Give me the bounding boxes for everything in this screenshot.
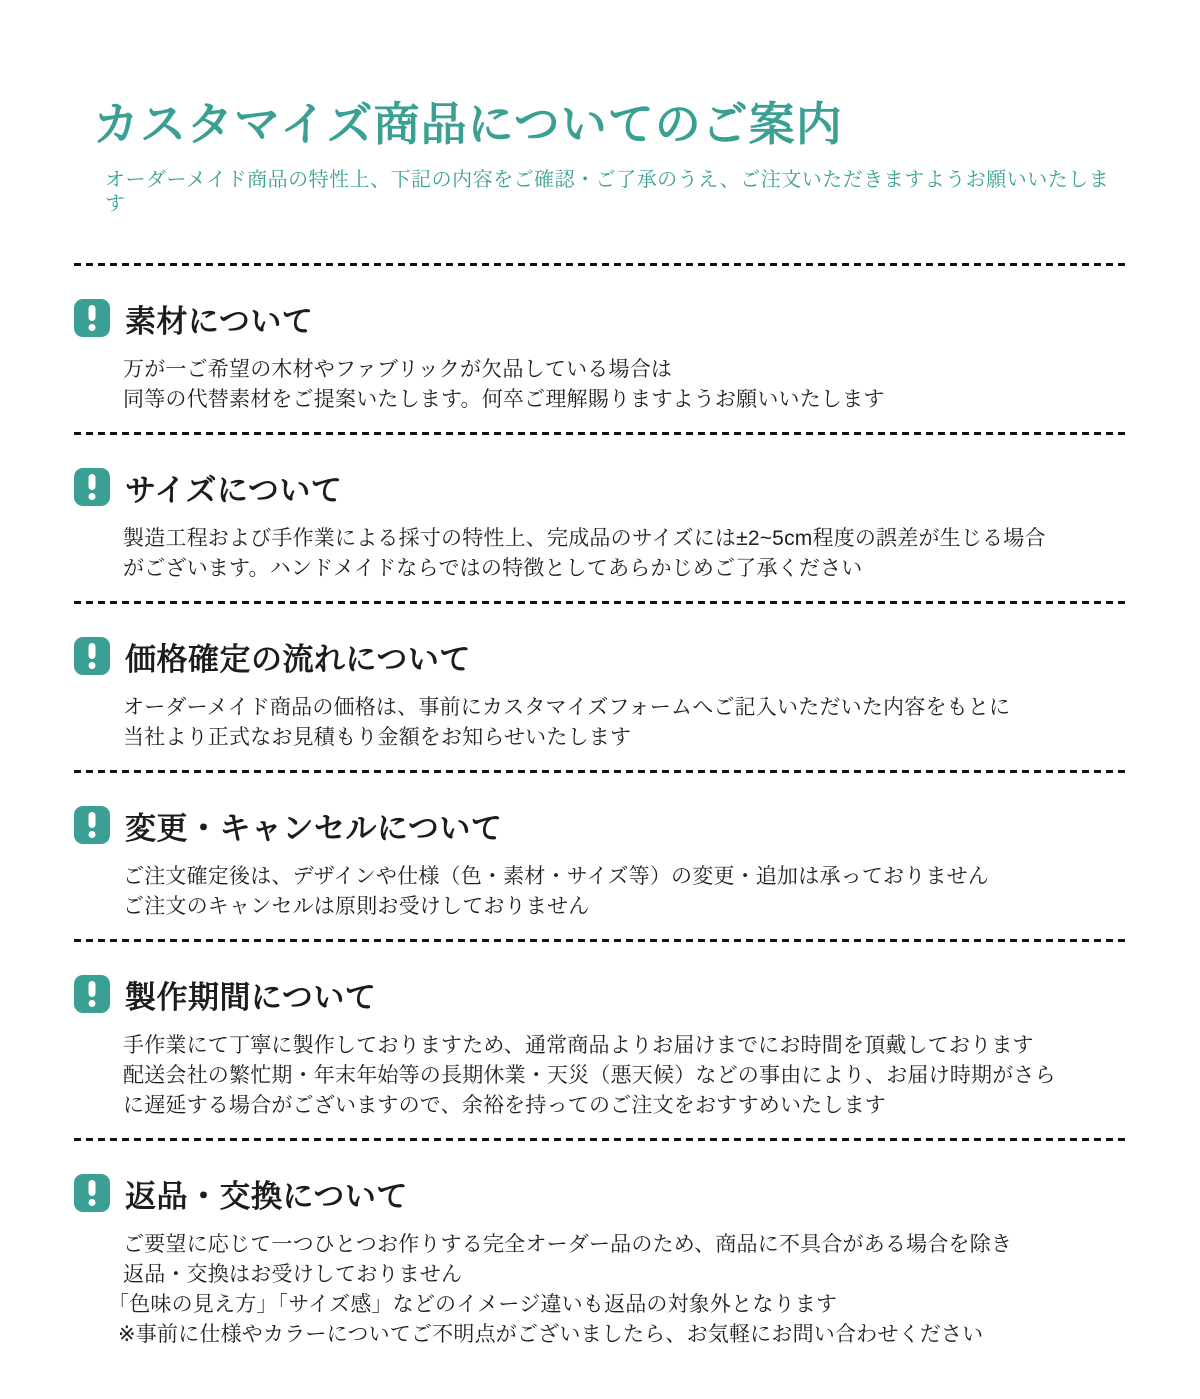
body-line: 配送会社の繁忙期・年末年始等の長期休業・天災（悪天候）などの事由により、お届け時期がさら xyxy=(123,1063,1056,1087)
body-line: ご要望に応じて一つひとつお作りする完全オーダー品のため、商品に不具合がある場合を除き xyxy=(123,1232,1013,1256)
section-header xyxy=(74,803,1128,848)
notice-section xyxy=(74,942,1128,1138)
exclamation-icon xyxy=(74,637,110,675)
body-line: ※事前に仕様やカラーについてご不明点がございましたら、お気軽にお問い合わせください xyxy=(118,1322,984,1346)
sections xyxy=(74,263,1128,1367)
body-line: 同等の代替素材をご提案いたします。何卒ご理解賜りますようお願いいたします xyxy=(123,387,885,411)
section-header xyxy=(74,465,1128,510)
exclamation-dot xyxy=(89,324,96,331)
body-line: 返品・交換はお受けしておりません xyxy=(123,1262,463,1286)
exclamation-dot xyxy=(89,493,96,500)
section-body xyxy=(123,862,1128,922)
exclamation-icon xyxy=(74,468,110,506)
notice-section xyxy=(74,435,1128,601)
body-line: 当社より正式なお見積もり金額をお知らせいたします xyxy=(123,725,632,749)
exclamation-dot xyxy=(89,1199,96,1206)
section-header xyxy=(74,634,1128,679)
exclamation-icon xyxy=(74,806,110,844)
exclamation-dot xyxy=(89,831,96,838)
section-body xyxy=(123,1031,1128,1121)
notice-section xyxy=(74,1141,1128,1367)
section-title: 返品・交換について xyxy=(125,1178,408,1214)
section-body xyxy=(123,524,1128,584)
exclamation-dot xyxy=(89,662,96,669)
body-line: オーダーメイド商品の価格は、事前にカスタマイズフォームへご記入いただいた内容をもとに xyxy=(123,695,1011,719)
section-title: 価格確定の流れについて xyxy=(125,641,471,677)
body-line: ご注文のキャンセルは原則お受けしておりません xyxy=(123,894,590,918)
exclamation-icon xyxy=(74,299,110,337)
page-title: カスタマイズ商品についてのご案内 xyxy=(93,98,843,150)
exclamation-dot xyxy=(89,1000,96,1007)
page-subtitle: オーダーメイド商品の特性上、下記の内容をご確認・ご了承のうえ、ご注文いただきますようお願いいたします xyxy=(105,168,1110,215)
body-line: 製造工程および手作業による採寸の特性上、完成品のサイズには±2~5cm程度の誤差が生じる場合 xyxy=(123,526,1046,550)
exclamation-icon xyxy=(74,975,110,1013)
exclamation-bar xyxy=(89,812,96,828)
body-line: がございます。ハンドメイドならではの特徴としてあらかじめご了承ください xyxy=(123,556,863,580)
section-body xyxy=(123,693,1128,753)
section-title: サイズについて xyxy=(125,472,343,508)
body-line: 「色味の見え方」「サイズ感」などのイメージ違いも返品の対象外となります xyxy=(108,1292,838,1316)
body-line: に遅延する場合がございますので、余裕を持ってのご注文をおすすめいたします xyxy=(123,1093,886,1117)
notice-section xyxy=(74,604,1128,770)
section-title: 製作期間について xyxy=(125,979,377,1015)
section-title: 変更・キャンセルについて xyxy=(125,810,503,846)
body-line: 万が一ご希望の木材やファブリックが欠品している場合は xyxy=(123,357,673,381)
exclamation-bar xyxy=(89,474,96,490)
section-header xyxy=(74,972,1128,1017)
exclamation-icon xyxy=(74,1174,110,1212)
section-body xyxy=(123,355,1128,415)
exclamation-bar xyxy=(89,1180,96,1196)
section-body xyxy=(108,1230,1128,1350)
section-header xyxy=(74,1171,1128,1216)
exclamation-bar xyxy=(89,981,96,997)
body-line: 手作業にて丁寧に製作しておりますため、通常商品よりお届けまでにお時間を頂戴しております xyxy=(123,1033,1034,1057)
notice-section xyxy=(74,773,1128,939)
section-title: 素材について xyxy=(125,303,314,339)
exclamation-bar xyxy=(89,305,96,321)
section-header xyxy=(74,296,1128,341)
exclamation-bar xyxy=(89,643,96,659)
notice-section xyxy=(74,266,1128,432)
body-line: ご注文確定後は、デザインや仕様（色・素材・サイズ等）の変更・追加は承っておりません xyxy=(123,864,990,888)
